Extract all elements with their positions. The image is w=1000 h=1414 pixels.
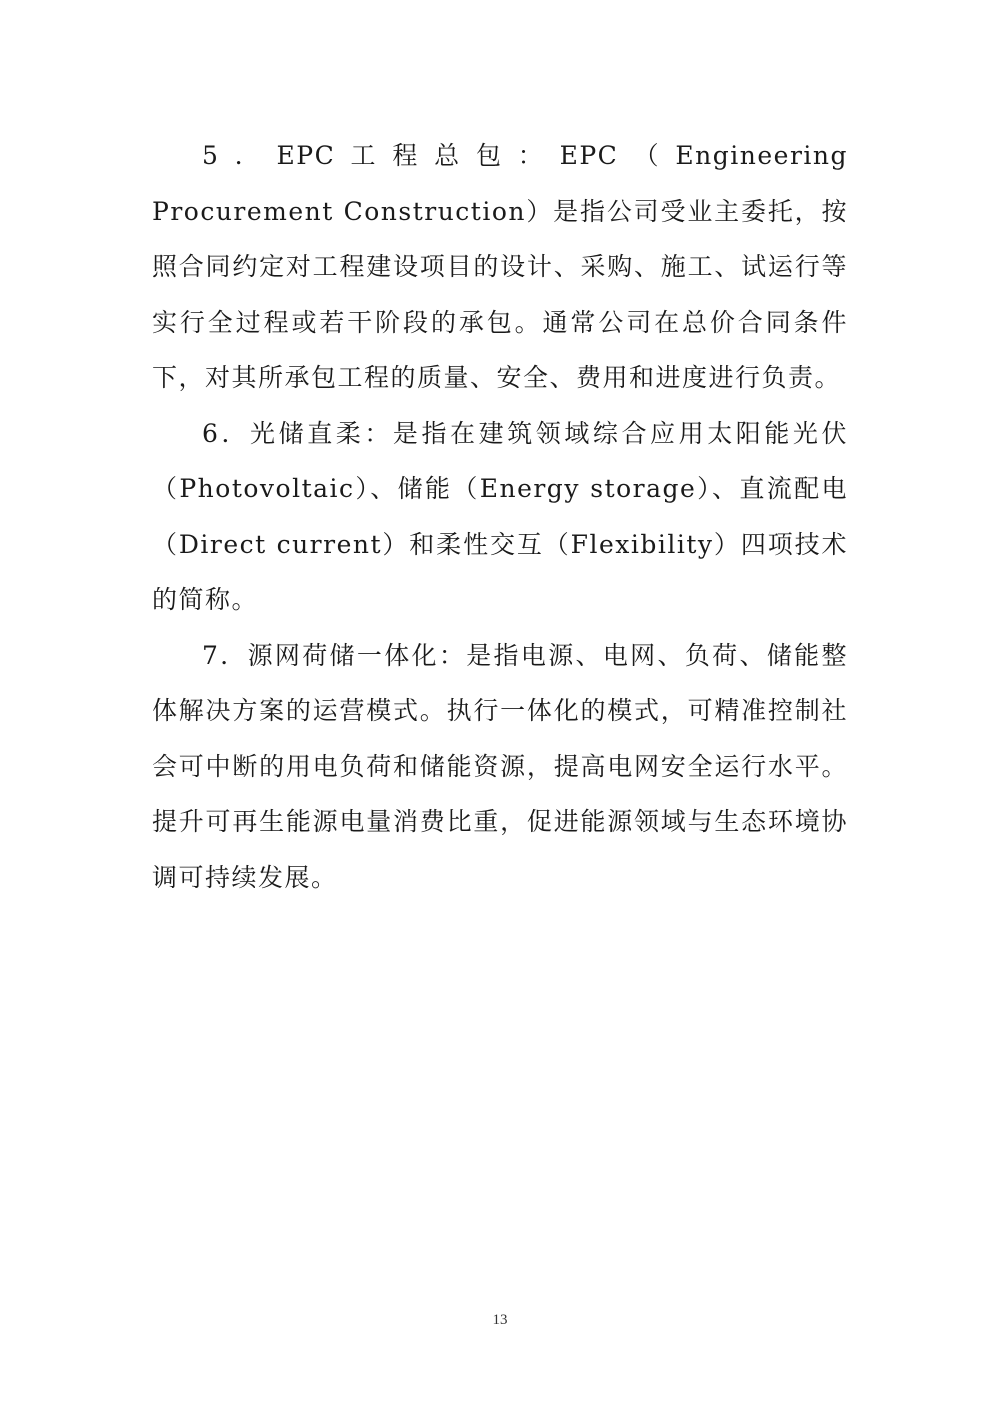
document-body	[152, 128, 848, 905]
paragraph-source-grid-load-storage: 7．源网荷储一体化：是指电源、电网、负荷、储能整体解决方案的运营模式。执行一体化的模式，可精准控制社会可中断的用电负荷和储能资源，提高电网安全运行水平。提升可再生能源电量消费比重，促进能源领域与生态环境协调可持续发展。	[152, 640, 848, 892]
paragraph-epc: 5．EPC工程总包：EPC（Engineering Procurement Construction）是指公司受业主委托，按照合同约定对工程建设项目的设计、采购、施工、试运行等实行全过程或若干阶段的承包。通常公司在总价合同条件下，对其所承包工程的质量、安全、费用和进度进行负责。	[152, 141, 848, 392]
page-number: 13	[492, 1312, 508, 1328]
paragraph-pedf: 6．光储直柔：是指在建筑领域综合应用太阳能光伏（Photovoltaic）、储能（Energy storage）、直流配电（Direct current）和柔性交互（Flexibility）四项技术的简称。	[152, 418, 848, 614]
